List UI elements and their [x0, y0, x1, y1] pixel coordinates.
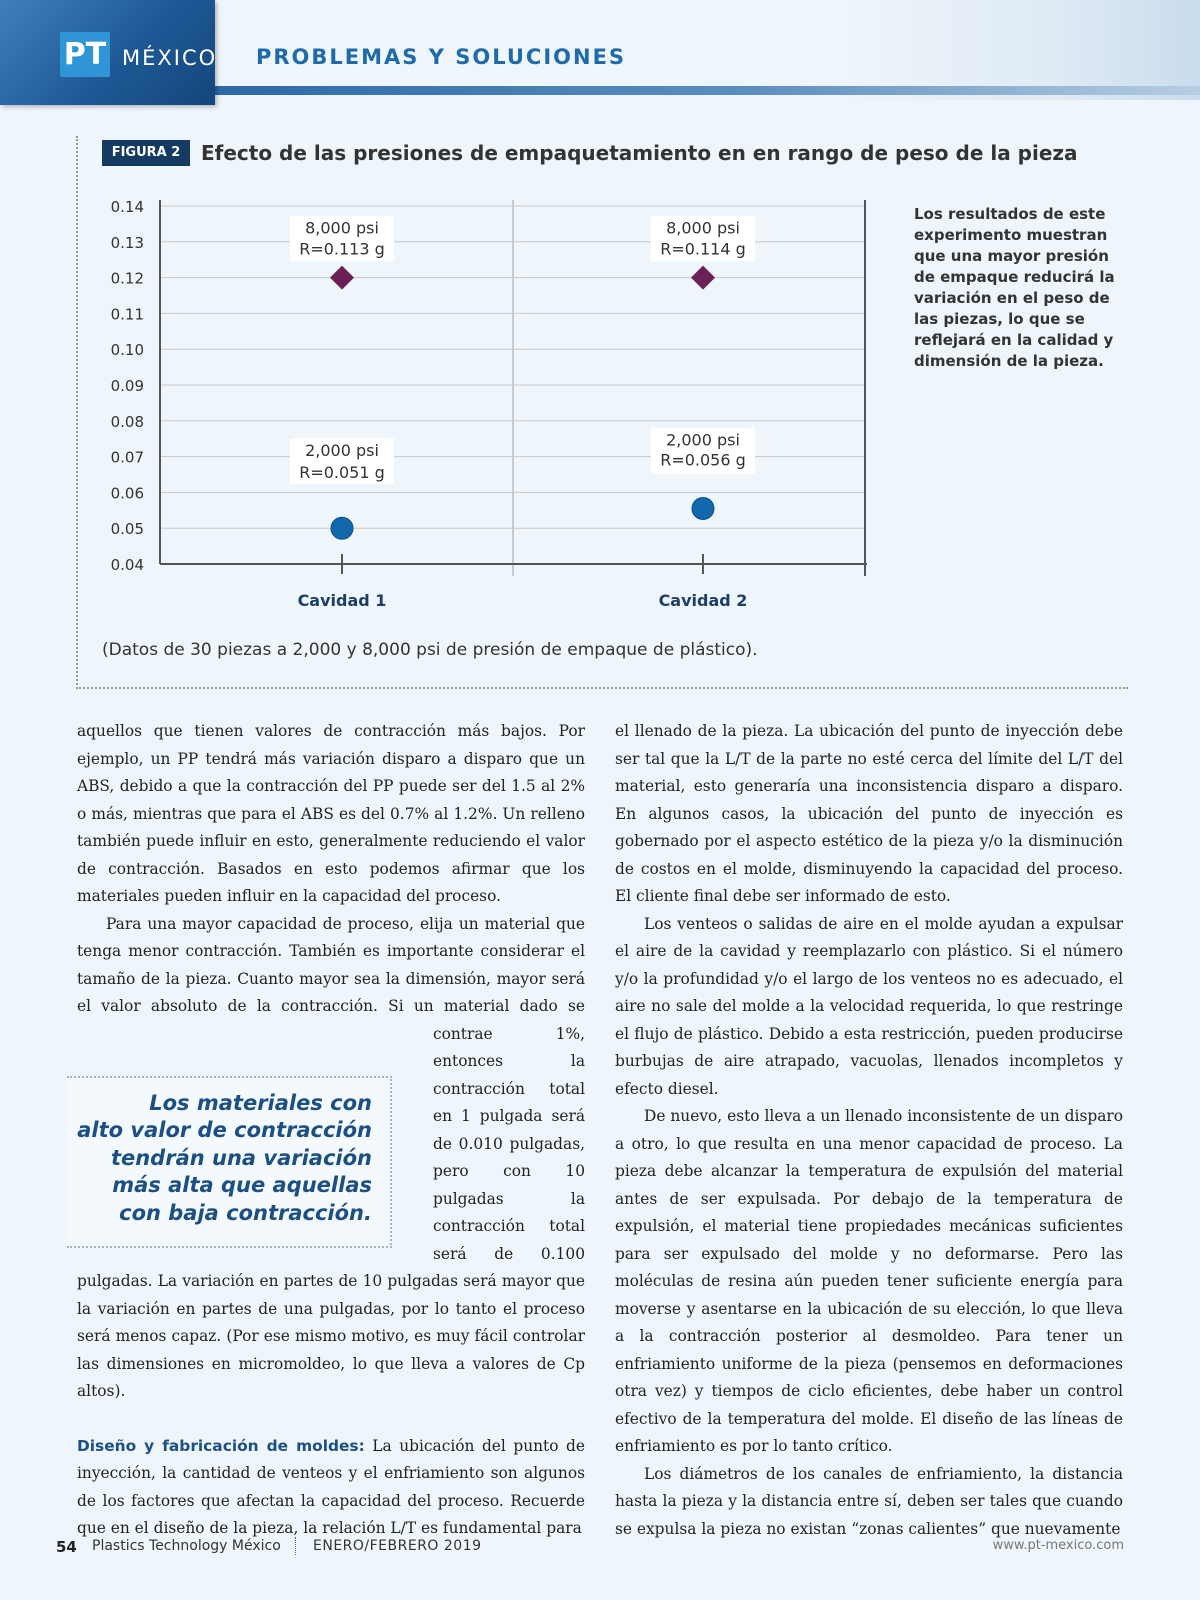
- y-tick-label: 0.10: [110, 341, 144, 360]
- data-point-diamond: [691, 266, 715, 290]
- data-label: R=0.056 g: [660, 450, 746, 470]
- figure-side-note: Los resultados de este experimento muestran que una mayor presión de empaque reducirá la variación en el peso de las piezas, lo que se reflejará en la calidad y dimensión de la pieza.: [914, 205, 1115, 370]
- paragraph: Los diámetros de los canales de enfriamiento, la distancia hasta la pieza y la distancia entre sí, deben ser tales que cuando se expulsa la pieza no existan “zonas calientes” que nuevamente: [615, 1464, 1123, 1538]
- paragraph-text: Para una mayor capacidad de proceso, elija un material que tenga menor contracción. También es importante considerar el tamaño de la pieza. Cuanto mayor sea la dimensión, mayor será el valor absoluto de la contracción. Si un material dado se contrae 1%, entonces la contracción total en 1 pulgada será de 0.010 pulgadas, pero con 10 pulgadas la contracción total será de 0.100 pulgadas. La variación en partes de 10 pulgadas será mayor que la variación en partes de una pulgadas, por lo tanto el proceso será menos capaz. (Por ese mismo motivo, es muy fácil controlar las dimensiones en micromoldeo, lo que lleva a valores de Cp altos).: [77, 914, 585, 1400]
- data-label: R=0.051 g: [299, 463, 385, 483]
- issue-date: ENERO/FEBRERO 2019: [313, 1538, 482, 1554]
- subheading: Diseño y fabricación de moldes:: [77, 1436, 365, 1455]
- y-tick-label: 0.11: [110, 305, 144, 324]
- y-tick-label: 0.09: [110, 377, 144, 395]
- y-tick-label: 0.13: [110, 233, 144, 252]
- paragraph: el llenado de la pieza. La ubicación del punto de inyección debe ser tal que la L/T de la parte no esté cerca del límite del L/T del material, esto generaría una inconsistencia disparo a disparo. En algunos casos, la ubicación del punto de inyección es gobernado por el aspecto estético de la pieza y/o la disminución de costos en el molde, disminuyendo la capacidad del proceso. El cliente final debe ser informado de esto.: [615, 722, 1123, 905]
- country-label: MÉXICO: [122, 46, 218, 70]
- data-point-diamond: [330, 266, 354, 290]
- y-tick-label: 0.08: [110, 412, 144, 431]
- website-url: www.pt-mexico.com: [992, 1538, 1124, 1553]
- header-rule: [215, 86, 1200, 95]
- figure-caption: (Datos de 30 piezas a 2,000 y 8,000 psi de presión de empaque de plástico).: [102, 640, 758, 660]
- footer-separator: [295, 1537, 296, 1555]
- paragraph-text: La ubicación del punto de inyección, la cantidad de venteos y el enfriamiento son algunos de los factores que afectan la capacidad del proceso. Recuerde que en el diseño de la pieza, la relación L/T es fundamental para: [77, 1436, 586, 1537]
- figure-tag: FIGURA 2: [102, 140, 190, 166]
- paragraph: aquellos que tienen valores de contracción más bajos. Por ejemplo, un PP tendrá más variación disparo a disparo que un ABS, debido a que la contracción del PP puede ser del 1.5 al 2% o más, mientras que para el ABS es del 0.7% al 1.2%. Un relleno también puede influir en esto, generalmente reduciendo el valor de contracción. Basados en esto podemos afirmar que los materiales pueden influir en la capacidad del proceso.: [77, 722, 585, 905]
- section-title: PROBLEMAS Y SOLUCIONES: [256, 45, 627, 69]
- left-column: [77, 718, 585, 1543]
- paragraph: De nuevo, esto lleva a un llenado inconsistente de un disparo a otro, lo que resulta en una menor capacidad de proceso. La pieza debe alcanzar la temperatura de expulsión del material antes de ser expulsada. Por debajo de la temperatura de expulsión, el material tiene propiedades mecánicas suficientes para ser expulsado del molde y no deformarse. Pero las moléculas de resina aún pueden tener suficiente energía para moverse y asentarse en la ubicación de su elección, lo que lleva a la contracción posterior al desmoldeo. Para tener un enfriamiento uniforme de la pieza (pensemos en deformaciones otra vez) y tiempos de ciclo eficientes, debe haber un control efectivo de la temperatura del molde. El diseño de las líneas de enfriamiento es por lo tanto crítico.: [615, 1107, 1123, 1455]
- data-label: R=0.113 g: [299, 239, 385, 259]
- y-tick-label: 0.04: [110, 556, 144, 574]
- data-label: 8,000 psi: [305, 218, 379, 238]
- data-point-circle: [331, 517, 353, 539]
- x-tick-label: Cavidad 2: [658, 591, 748, 610]
- paragraph: Los venteos o salidas de aire en el molde ayudan a expulsar el aire de la cavidad y reemplazarlo con plástico. Si el número y/o la profundidad y/o el largo de los venteos no es adecuado, el aire no sale del molde a la velocidad requerida, lo que restringe el flujo de plástico. Debido a esta restricción, pueden producirse burbujas de aire atrapado, vacuolas, llenados incompletos y efecto diesel.: [615, 914, 1123, 1098]
- paragraph: [77, 911, 585, 1406]
- right-column: [615, 718, 1123, 1543]
- page-number: 54: [56, 1538, 77, 1556]
- data-point-circle: [692, 498, 714, 520]
- paragraph: [77, 1433, 585, 1543]
- data-label: R=0.114 g: [660, 239, 746, 259]
- y-tick-label: 0.05: [110, 520, 144, 539]
- data-label: 2,000 psi: [305, 441, 379, 461]
- figure-title: Efecto de las presiones de empaquetamiento en en rango de peso de la pieza: [201, 141, 1078, 165]
- y-tick-label: 0.07: [110, 448, 144, 467]
- scatter-chart: [100, 190, 900, 630]
- pull-quote: Los materiales con alto valor de contracción tendrán una variación más alta que aquellas con baja contracción.: [67, 1076, 392, 1248]
- y-tick-label: 0.12: [110, 269, 144, 288]
- masthead: [0, 0, 218, 105]
- data-label: 8,000 psi: [666, 218, 740, 238]
- pull-quote-region: [77, 1048, 433, 1264]
- y-tick-label: 0.14: [110, 198, 144, 216]
- pt-logo: PT: [60, 32, 110, 77]
- x-tick-label: Cavidad 1: [297, 591, 387, 610]
- magazine-name: Plastics Technology México: [92, 1538, 281, 1554]
- y-tick-label: 0.06: [110, 484, 144, 503]
- data-label: 2,000 psi: [666, 430, 740, 450]
